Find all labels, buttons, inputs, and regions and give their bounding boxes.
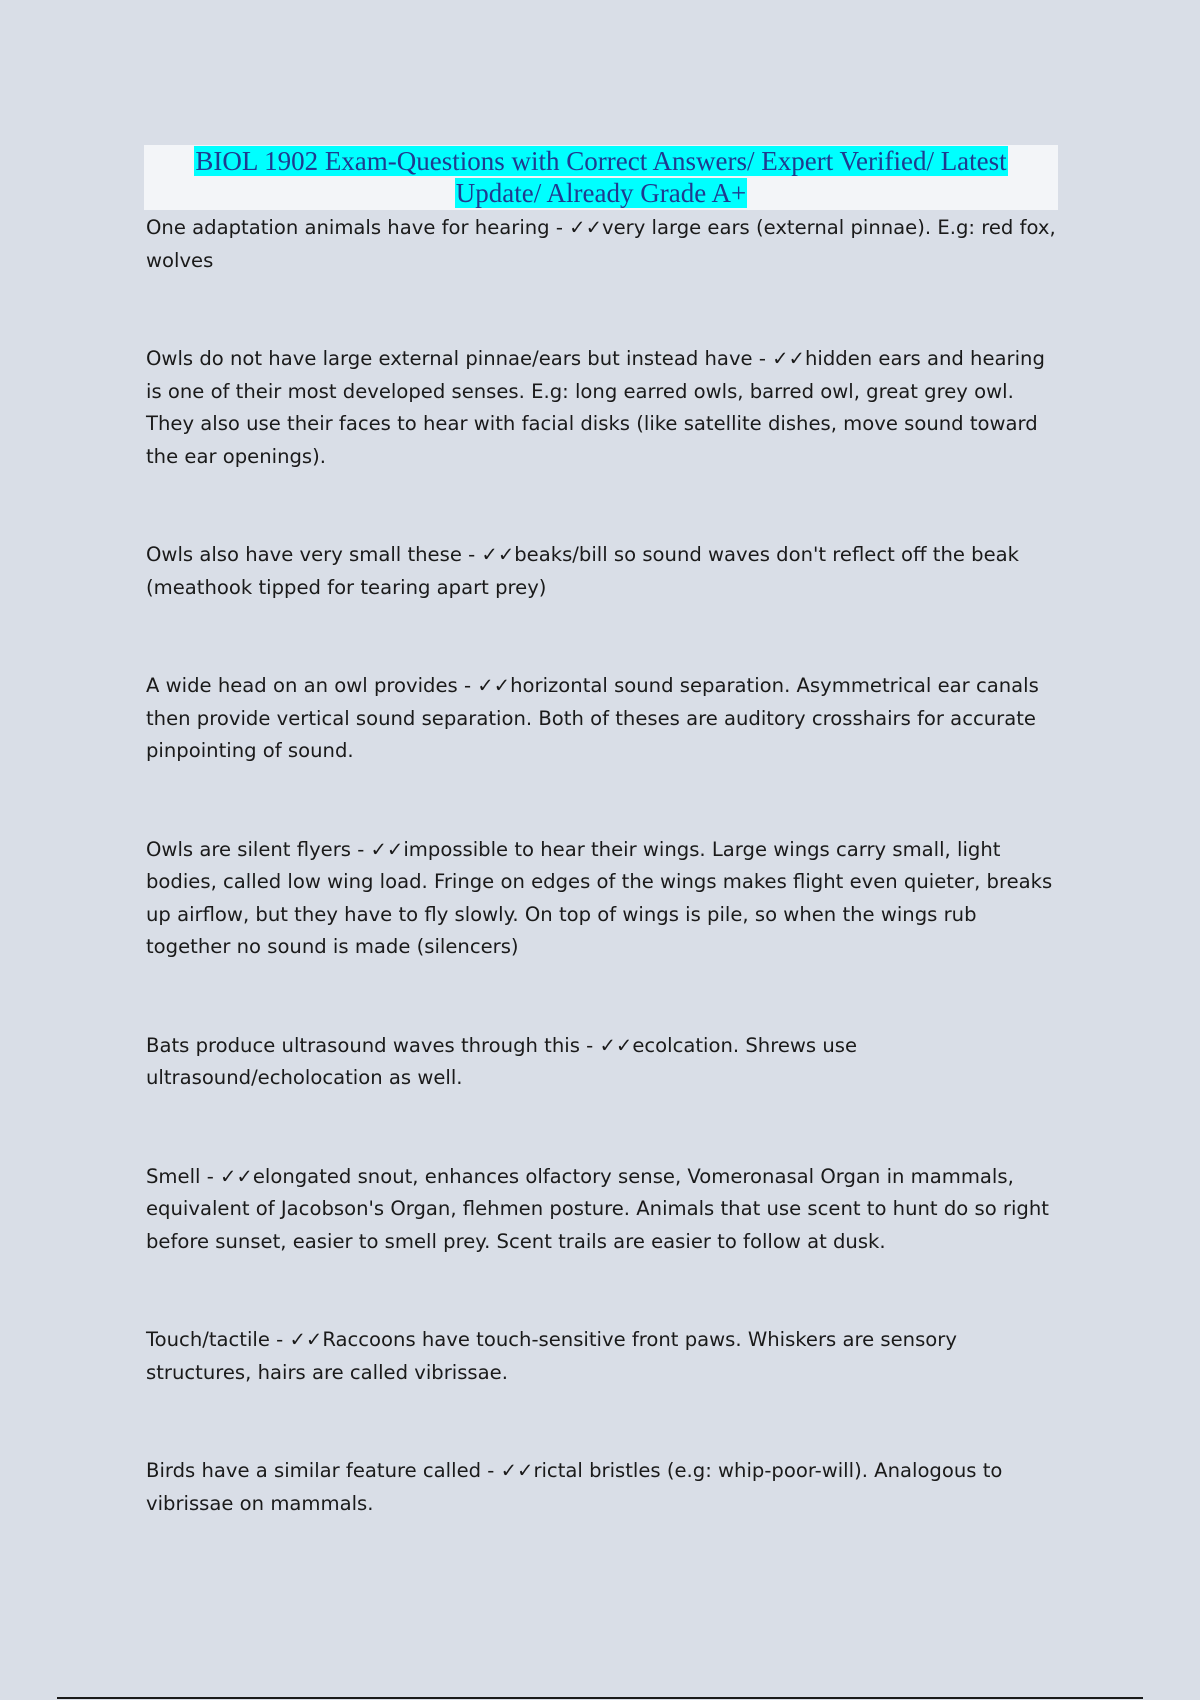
qa-item-1	[146, 212, 1066, 277]
separator: -	[461, 543, 482, 566]
question-text: Touch/tactile	[146, 1328, 270, 1351]
answer-text: very large ears (external pinnae). E.g: red fox, wolves	[146, 216, 1056, 272]
double-check-icon: ✓✓	[599, 1033, 633, 1057]
question-text: Bats produce ultrasound waves through this	[146, 1033, 580, 1057]
double-check-icon: ✓✓	[370, 837, 404, 861]
separator: -	[269, 1328, 290, 1351]
answer-text: beaks/bill so sound waves don't reflect off the beak (meathook tipped for tearing apart prey)	[146, 543, 1019, 599]
answer-text: hidden ears and hearing is one of their most developed senses. E.g: long earred owls, barred owl, great grey owl. They also use their faces to hear with facial disks (like satellite dishes, move sound toward the ear openings).	[146, 347, 1045, 468]
double-check-icon: ✓✓	[289, 1328, 323, 1351]
question-text: Smell	[146, 1164, 201, 1188]
answer-text: horizontal sound separation. Asymmetrical ear canals then provide vertical sound separation. Both of theses are auditory crosshairs for accurate pinpointing of sound.	[146, 674, 1039, 762]
double-check-icon: ✓✓	[500, 1459, 534, 1482]
double-check-icon: ✓✓	[569, 216, 602, 239]
separator: -	[457, 674, 478, 697]
answer-text: impossible to hear their wings. Large wings carry small, light bodies, called low wing load. Fringe on edges of the wings makes flight even quieter, breaks up airflow, but they have to fly slowly. On top of wings is pile, so when the wings rub together no sound is made (silencers)	[146, 837, 1053, 958]
separator: -	[200, 1164, 220, 1188]
double-check-icon: ✓✓	[477, 674, 511, 697]
answer-text: rictal bristles (e.g: whip-poor-will). Analogous to vibrissae on mammals.	[146, 1459, 1003, 1515]
qa-item-8	[146, 1324, 1066, 1389]
qa-item-5	[146, 834, 1066, 964]
separator: -	[752, 347, 773, 370]
question-text: Owls do not have large external pinnae/ears but instead have	[146, 347, 753, 370]
double-check-icon: ✓✓	[220, 1164, 253, 1188]
title-line-2: Update/ Already Grade A+	[455, 178, 747, 208]
double-check-icon: ✓✓	[772, 347, 805, 370]
qa-item-3	[146, 539, 1066, 604]
qa-item-6	[146, 1030, 1066, 1095]
answer-text: Raccoons have touch-sensitive front paws. Whiskers are sensory structures, hairs are called vibrissae.	[146, 1328, 957, 1384]
title-line-1: BIOL 1902 Exam-Questions with Correct Answers/ Expert Verified/ Latest	[195, 146, 1007, 176]
answer-text: elongated snout, enhances olfactory sense, Vomeronasal Organ in mammals, equivalent of Jacobson's Organ, flehmen posture. Animals that use scent to hunt do so right before sunset, easier to smell prey. Scent trails are easier to follow at dusk.	[146, 1164, 1049, 1253]
question-text: One adaptation animals have for hearing	[146, 216, 550, 239]
qa-item-7	[146, 1161, 1066, 1259]
separator: -	[481, 1459, 501, 1482]
separator: -	[350, 837, 371, 861]
question-text: Owls are silent flyers	[146, 837, 351, 861]
answer-text: ecolcation. Shrews use ultrasound/echolocation as well.	[146, 1033, 858, 1089]
separator: -	[549, 216, 570, 239]
footer-divider	[57, 1697, 1143, 1699]
question-text: Owls also have very small these	[146, 543, 462, 566]
separator: -	[579, 1033, 600, 1057]
double-check-icon: ✓✓	[481, 543, 515, 566]
qa-item-4	[146, 670, 1066, 768]
qa-item-2	[146, 343, 1066, 473]
question-text: Birds have a similar feature called	[146, 1459, 482, 1482]
qa-item-9	[146, 1455, 1066, 1520]
document-title	[144, 145, 1058, 210]
qa-list	[146, 212, 1066, 1586]
question-text: A wide head on an owl provides	[146, 674, 458, 697]
